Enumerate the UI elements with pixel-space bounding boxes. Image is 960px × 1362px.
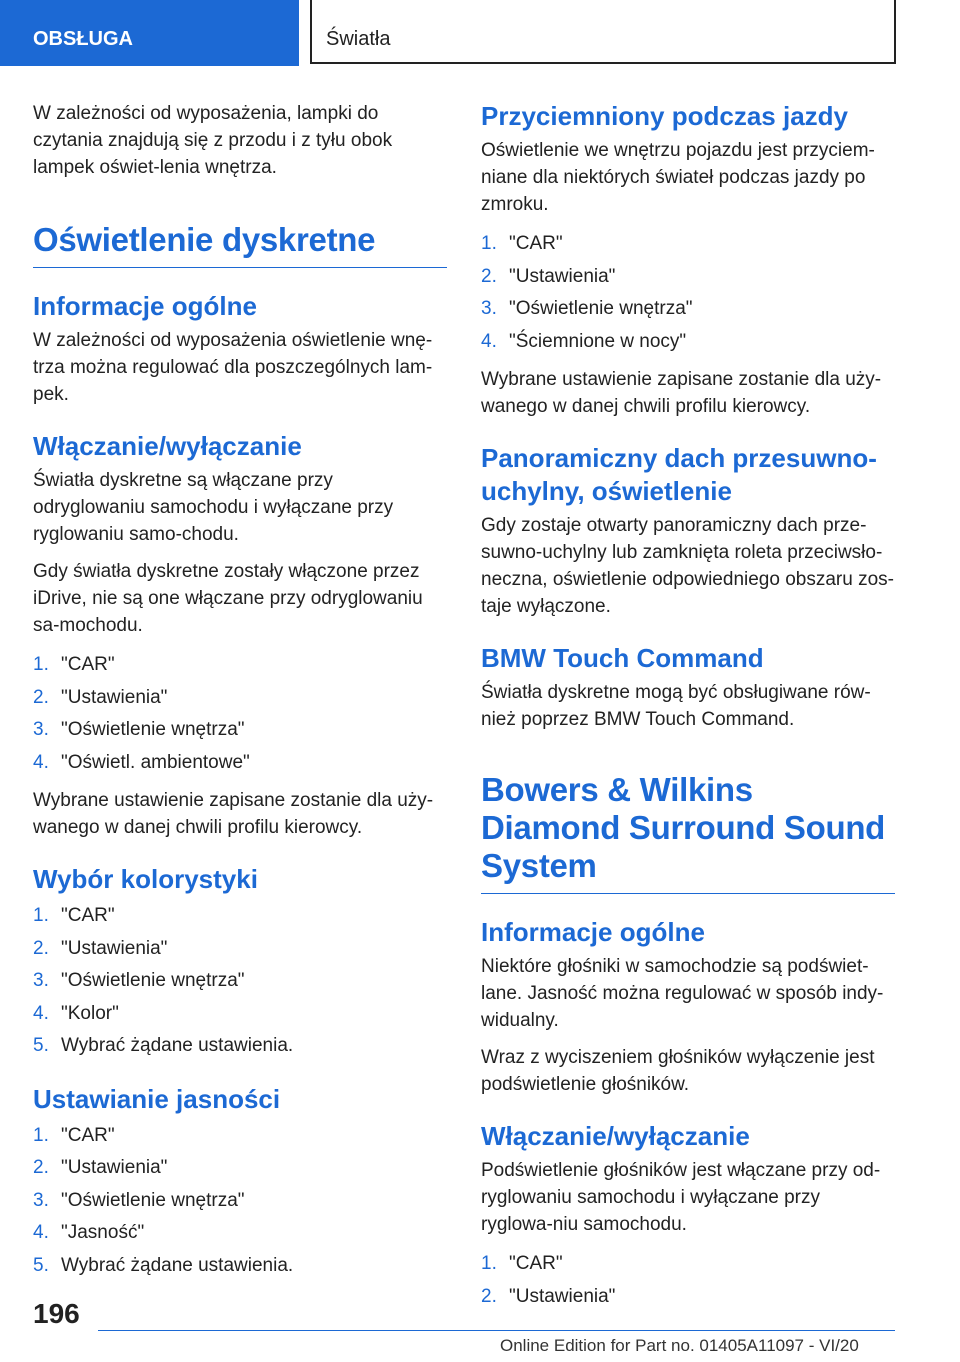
paragraph-switch-speakers: Podświetlenie głośników jest włączane przy od-ryglowaniu samochodu i wyłączane przy ryglowa-niu samochodu. bbox=[481, 1160, 881, 1235]
steps-color bbox=[33, 900, 447, 1063]
list-item-number: 3. bbox=[33, 719, 49, 740]
list-item-number: 4. bbox=[33, 751, 49, 773]
list-item-text: "Ustawienia" bbox=[61, 937, 168, 959]
heading-discreet-lighting: Oświetlenie dyskretne bbox=[33, 221, 447, 268]
heading-switch-speakers: Włączanie/wyłączanie bbox=[481, 1121, 750, 1151]
list-item-text: "Ustawienia" bbox=[509, 1285, 616, 1307]
list-item bbox=[481, 293, 895, 326]
heading-brightness: Ustawianie jasności bbox=[33, 1083, 281, 1114]
list-item-text: "Ustawienia" bbox=[509, 265, 616, 287]
heading-general-info-speakers: Informacje ogólne bbox=[481, 917, 705, 947]
steps-brightness bbox=[33, 1120, 447, 1283]
list-item-text: "CAR" bbox=[509, 1253, 563, 1274]
list-item bbox=[33, 682, 447, 715]
list-item-text: "Jasność" bbox=[61, 1222, 145, 1243]
list-item-text: "Kolor" bbox=[61, 1002, 119, 1024]
list-item bbox=[481, 228, 895, 261]
list-item bbox=[33, 1250, 447, 1283]
list-item-number: 1. bbox=[481, 233, 497, 254]
list-item bbox=[33, 998, 447, 1031]
list-item-number: 1. bbox=[33, 905, 49, 926]
list-item bbox=[33, 1030, 447, 1063]
list-item bbox=[481, 261, 895, 294]
steps-dimmed bbox=[481, 228, 895, 358]
list-item-number: 2. bbox=[33, 937, 49, 959]
list-item-number: 2. bbox=[481, 1285, 497, 1307]
list-item-text: "CAR" bbox=[61, 654, 115, 675]
intro-paragraph: W zależności od wyposażenia, lampki do czytania znajdują się z przodu i z tyłu obok lampek oświet-lenia wnętrza. bbox=[33, 103, 393, 178]
list-item bbox=[481, 1281, 895, 1314]
list-item bbox=[33, 1185, 447, 1218]
list-item-number: 3. bbox=[33, 1189, 49, 1211]
list-item-text: "Oświetlenie wnętrza" bbox=[509, 298, 693, 319]
paragraph-switch-1: Światła dyskretne są włączane przy odryglowaniu samochodu i wyłączane przy ryglowaniu samo-chodu. bbox=[33, 470, 394, 545]
heading-switch-on-off: Włączanie/wyłączanie bbox=[33, 431, 302, 461]
list-item-text: "Oświetlenie wnętrza" bbox=[61, 970, 245, 991]
list-item bbox=[481, 326, 895, 359]
footer-divider bbox=[98, 1330, 895, 1331]
heading-color-selection: Wybór kolorystyki bbox=[33, 864, 258, 894]
heading-panoramic-roof: Panoramiczny dach przesuwno-uchylny, oświetlenie bbox=[481, 443, 877, 506]
edition-text: Online Edition for Part no. 01405A11097 - VI/20 bbox=[500, 1336, 859, 1355]
page-header bbox=[0, 0, 960, 66]
list-item bbox=[33, 714, 447, 747]
list-item bbox=[33, 965, 447, 998]
list-item-number: 5. bbox=[33, 1254, 49, 1276]
paragraph-general-info: W zależności od wyposażenia oświetlenie wnę-trza można regulować dla poszczególnych lam-pek. bbox=[33, 330, 433, 405]
heading-dimmed-driving: Przyciemniony podczas jazdy bbox=[481, 101, 849, 131]
list-item bbox=[33, 900, 447, 933]
list-item-number: 1. bbox=[481, 1253, 497, 1274]
list-item-number: 3. bbox=[481, 298, 497, 319]
list-item-number: 1. bbox=[33, 1124, 49, 1146]
paragraph-saved-setting-right: Wybrane ustawienie zapisane zostanie dla uży-wanego w danej chwili profilu kierowcy. bbox=[481, 369, 882, 417]
paragraph-panoramic-roof: Gdy zostaje otwarty panoramiczny dach prze-suwno-uchylny lub zamknięta roleta przeciwsło-neczna, oświetlenie odpowiedniego obszaru zos-taje wyłączone. bbox=[481, 515, 894, 617]
list-item bbox=[33, 1152, 447, 1185]
list-item-number: 1. bbox=[33, 654, 49, 675]
list-item-text: "Ustawienia" bbox=[61, 1157, 168, 1178]
list-item bbox=[33, 649, 447, 682]
list-item-number: 2. bbox=[33, 1157, 49, 1178]
list-item-text: "Ustawienia" bbox=[61, 686, 168, 708]
list-item-text: "CAR" bbox=[61, 905, 115, 926]
paragraph-switch-2: Gdy światła dyskretne zostały włączone przez iDrive, nie są one włączane przy odryglowaniu sa-mochodu. bbox=[33, 561, 423, 636]
paragraph-saved-setting: Wybrane ustawienie zapisane zostanie dla uży-wanego w danej chwili profilu kierowcy. bbox=[33, 790, 434, 838]
list-item-text: "Oświetlenie wnętrza" bbox=[61, 719, 245, 740]
list-item-number: 2. bbox=[33, 686, 49, 708]
paragraph-speakers-2: Wraz z wyciszeniem głośników wyłączenie jest podświetlenie głośników. bbox=[481, 1047, 875, 1095]
list-item bbox=[33, 1120, 447, 1153]
list-item-number: 4. bbox=[481, 330, 497, 352]
list-item-text: "CAR" bbox=[61, 1124, 115, 1146]
heading-touch-command: BMW Touch Command bbox=[481, 643, 764, 673]
heading-general-info: Informacje ogólne bbox=[33, 291, 257, 321]
paragraph-dimmed-driving: Oświetlenie we wnętrzu pojazdu jest przyciem-niane dla niektórych świateł podczas jazdy po zmroku. bbox=[481, 140, 875, 215]
right-column bbox=[481, 100, 895, 1321]
heading-bowers-wilkins: Bowers & Wilkins Diamond Surround Sound System bbox=[481, 771, 895, 894]
list-item-text: "Oświetl. ambientowe" bbox=[61, 751, 250, 773]
paragraph-touch-command: Światła dyskretne mogą być obsługiwane rów-nież poprzez BMW Touch Command. bbox=[481, 682, 871, 730]
list-item-text: "Oświetlenie wnętrza" bbox=[61, 1189, 245, 1211]
paragraph-speakers-1: Niektóre głośniki w samochodzie są podświet-lane. Jasność można regulować w sposób indy-widualny. bbox=[481, 956, 884, 1031]
page-number: 196 bbox=[33, 1298, 80, 1329]
list-item-text: "Ściemnione w nocy" bbox=[509, 330, 687, 352]
list-item-text: Wybrać żądane ustawienia. bbox=[61, 1035, 294, 1056]
list-item-number: 2. bbox=[481, 265, 497, 287]
steps-ambient-light bbox=[33, 649, 447, 779]
list-item-text: "CAR" bbox=[509, 233, 563, 254]
list-item-number: 4. bbox=[33, 1222, 49, 1243]
list-item bbox=[33, 747, 447, 780]
list-item-number: 4. bbox=[33, 1002, 49, 1024]
chapter-tab: Światła bbox=[310, 0, 896, 64]
list-item bbox=[33, 1217, 447, 1250]
section-tab: OBSŁUGA bbox=[0, 0, 299, 66]
list-item bbox=[481, 1248, 895, 1281]
list-item bbox=[33, 933, 447, 966]
left-column bbox=[33, 100, 447, 1290]
list-item-text: Wybrać żądane ustawienia. bbox=[61, 1254, 294, 1276]
steps-speakers bbox=[481, 1248, 895, 1313]
list-item-number: 5. bbox=[33, 1035, 49, 1056]
list-item-number: 3. bbox=[33, 970, 49, 991]
